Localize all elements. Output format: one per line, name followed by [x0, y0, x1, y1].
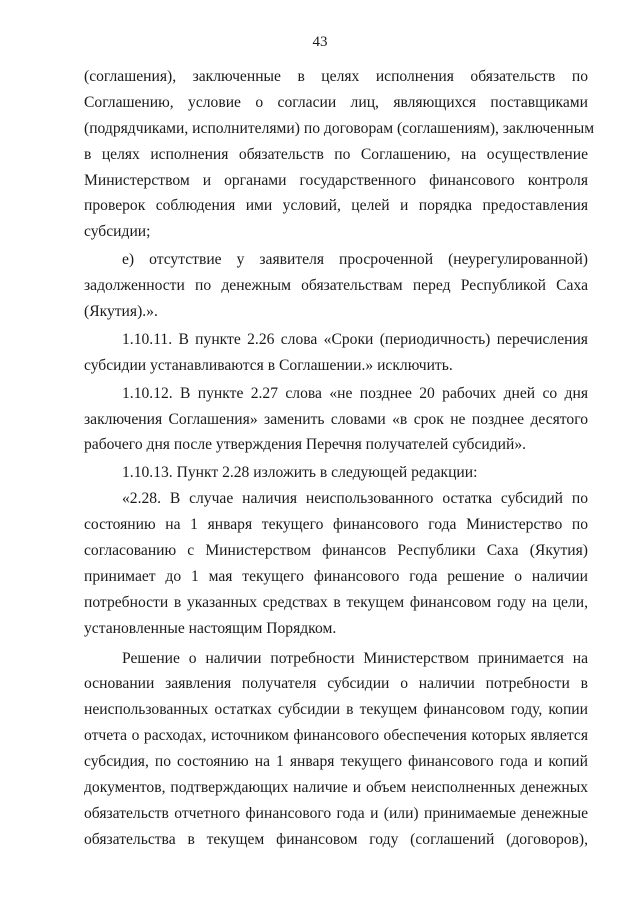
text-line: Соглашению, условие о согласии лиц, являющихся поставщиками [84, 93, 588, 111]
text-line: субсидии; [84, 223, 151, 241]
text-line: Решение о наличии потребности Министерством принимается на [122, 649, 588, 667]
text-line: основании заявления получателя субсидии о наличии потребности в [84, 675, 588, 693]
text-line: е) отсутствие у заявителя просроченной (неурегулированной) [122, 251, 588, 269]
text-line: субсидия, по состоянию на 1 января текущего финансового года и копий [84, 753, 588, 771]
text-line: (соглашения), заключенные в целях исполнения обязательств по [84, 68, 588, 85]
text-line: обязательства в текущем финансовом году (соглашений (договоров), [84, 830, 588, 848]
text-line: согласованию с Министерством финансов Республики Саха (Якутия) [84, 542, 588, 560]
text-line: проверок соблюдения ими условий, целей и порядка предоставления [84, 197, 588, 215]
page-number: 43 [312, 34, 328, 50]
text-line: отчета о расходах, источником финансового обеспечения которых является [84, 727, 588, 745]
text-line: заключения Соглашения» заменить словами «в срок не позднее десятого [84, 410, 588, 428]
text-line: (подрядчиками, исполнителями) по договорам (соглашениям), заключенным [84, 119, 595, 137]
text-line: неиспользованных остатках субсидии в текущем финансовом году, копии [84, 701, 588, 719]
document-body [84, 64, 595, 853]
text-line: принимает до 1 мая текущего финансового года решение о наличии [84, 567, 588, 585]
text-line: в целях исполнения обязательств по Соглашению, на осуществление [84, 145, 588, 163]
text-line: задолженности по денежным обязательствам перед Республикой Саха [84, 277, 588, 295]
text-line: (Якутия).». [84, 303, 158, 321]
text-line: 1.10.13. Пункт 2.28 изложить в следующей редакции: [122, 464, 478, 482]
text-line: обязательств отчетного финансового года и (или) принимаемые денежные [84, 804, 588, 822]
text-line: Министерством и органами государственного финансового контроля [84, 171, 588, 189]
text-line: 1.10.11. В пункте 2.26 слова «Сроки (периодичность) перечисления [122, 330, 588, 348]
text-line: 1.10.12. В пункте 2.27 слова «не позднее 20 рабочих дней со дня [122, 384, 588, 402]
text-line: состоянию на 1 января текущего финансового года Министерство по [84, 516, 588, 534]
text-line: «2.28. В случае наличия неиспользованного остатка субсидий по [122, 490, 588, 508]
text-line: документов, подтверждающих наличие и объем неисполненных денежных [84, 779, 588, 797]
text-line: установленные настоящим Порядком. [84, 619, 337, 637]
text-line: субсидии устанавливаются в Соглашении.» исключить. [84, 356, 453, 374]
text-line: рабочего дня после утверждения Перечня получателей субсидий». [84, 436, 527, 454]
text-line: потребности в указанных средствах в текущем финансовом году на цели, [84, 593, 588, 611]
